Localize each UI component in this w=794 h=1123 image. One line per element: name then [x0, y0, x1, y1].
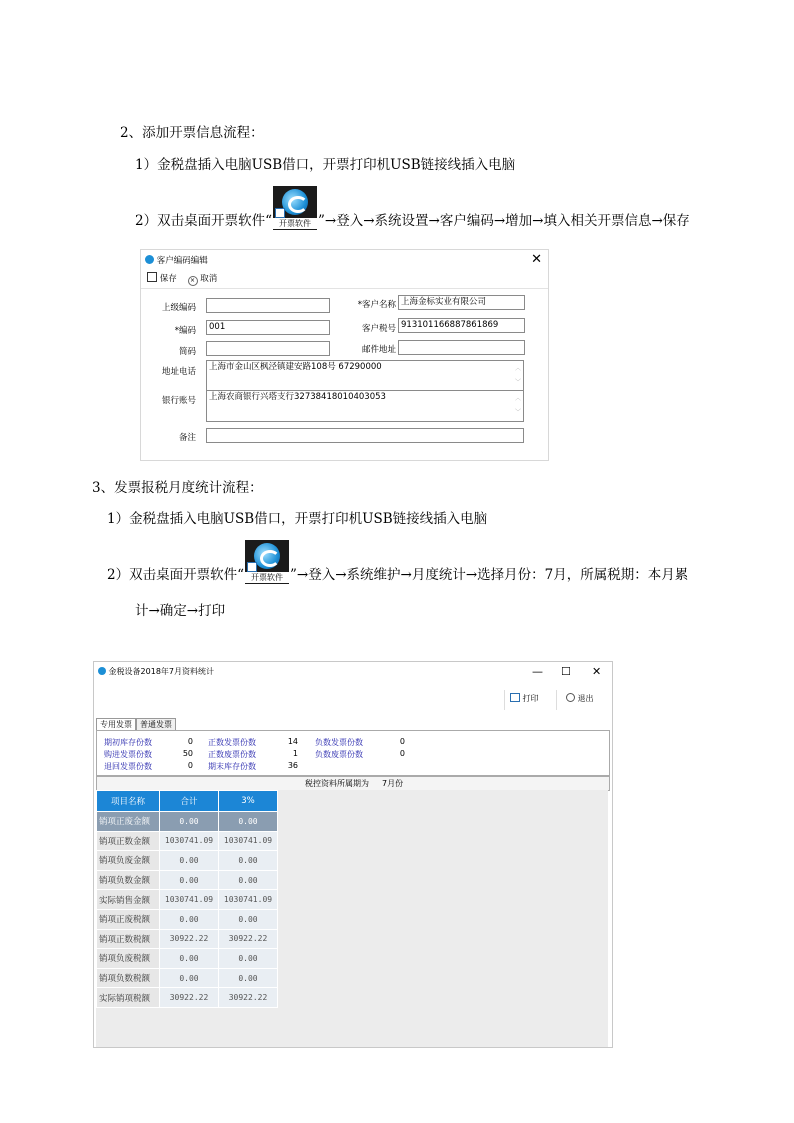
- section3-step2-suffix: ”→登入→系统维护→月度统计→选择月份：7月，所属税期：本月累: [290, 567, 689, 583]
- tab-special-invoice[interactable]: 专用发票: [96, 718, 136, 731]
- remark-label: 备注: [178, 433, 196, 443]
- header-item-name[interactable]: 项目名称: [97, 791, 160, 812]
- print-label: 打印: [522, 694, 539, 703]
- returned-label: 退回发票份数: [104, 762, 152, 771]
- save-icon: [147, 272, 157, 282]
- parent-code-label: 上级编码: [161, 303, 196, 313]
- email-field[interactable]: [398, 340, 525, 355]
- printer-icon: [510, 693, 520, 702]
- minimize-icon[interactable]: —: [532, 665, 543, 678]
- row-total: 1030741.09: [160, 831, 219, 851]
- tax-period-value: 7月份: [382, 779, 404, 788]
- row-name: 销项负数税额: [97, 968, 160, 988]
- row-total: 1030741.09: [160, 890, 219, 910]
- row-rate-3pct: 0.00: [219, 870, 278, 890]
- row-name: 销项正废金额: [97, 812, 160, 832]
- closing-stock-label: 期末库存份数: [208, 762, 256, 771]
- close-icon[interactable]: ✕: [531, 252, 542, 267]
- row-total: 0.00: [160, 870, 219, 890]
- maximize-icon[interactable]: ☐: [561, 665, 571, 678]
- row-rate-3pct: 0.00: [219, 812, 278, 832]
- negative-void-label: 负数废票份数: [315, 750, 363, 759]
- tax-number-label: 客户税号: [361, 324, 396, 334]
- negative-void-value: 0: [399, 749, 405, 758]
- table-row[interactable]: [97, 812, 278, 832]
- row-name: 销项正数金额: [97, 831, 160, 851]
- exit-label: 退出: [577, 694, 594, 703]
- save-label: 保存: [159, 274, 177, 284]
- row-total: 0.00: [160, 909, 219, 929]
- scrollbar[interactable]: ︿ ﹀: [514, 395, 521, 416]
- purchased-label: 购进发票份数: [104, 750, 152, 759]
- row-name: 实际销售金额: [97, 890, 160, 910]
- table-row[interactable]: [97, 890, 278, 910]
- window-title-text: 金税设备2018年7月资料统计: [108, 667, 214, 676]
- normal-void-label: 正数废票份数: [208, 750, 256, 759]
- table-row[interactable]: [97, 988, 278, 1008]
- section3-heading: 3、发票报税月度统计流程：: [92, 480, 263, 496]
- section3-step1: 1）金税盘插入电脑USB借口，开票打印机USB链接线插入电脑: [107, 511, 488, 527]
- normal-issued-value: 14: [287, 737, 298, 746]
- cancel-button[interactable]: [188, 274, 218, 284]
- section3-step2: [107, 540, 688, 586]
- icon-caption: 开票软件: [245, 572, 289, 583]
- parent-code-field[interactable]: [206, 298, 330, 313]
- row-name: 销项负废金额: [97, 851, 160, 871]
- icon-caption: 开票软件: [273, 218, 317, 229]
- short-code-label: 简码: [178, 347, 196, 357]
- tax-number-field[interactable]: 913101166887861869: [398, 318, 525, 333]
- customer-name-label: *客户名称: [357, 300, 396, 310]
- short-code-field[interactable]: [206, 341, 330, 356]
- statistics-table: [96, 790, 278, 1008]
- cancel-label: 取消: [200, 274, 218, 284]
- print-button[interactable]: [510, 693, 539, 705]
- header-total[interactable]: 合计: [160, 791, 219, 812]
- normal-issued-label: 正数发票份数: [208, 738, 256, 747]
- section2-step1: 1）金税盘插入电脑USB借口，开票打印机USB链接线插入电脑: [135, 157, 516, 173]
- row-rate-3pct: 0.00: [219, 909, 278, 929]
- save-button[interactable]: [147, 274, 177, 284]
- customer-name-field[interactable]: 上海金标实业有限公司: [398, 295, 525, 310]
- address-phone-field[interactable]: [206, 360, 524, 392]
- app-logo-icon: [145, 255, 154, 264]
- table-row[interactable]: [97, 949, 278, 969]
- table-row[interactable]: [97, 870, 278, 890]
- closing-stock-value: 36: [287, 761, 298, 770]
- row-rate-3pct: 0.00: [219, 968, 278, 988]
- negative-issued-value: 0: [399, 737, 405, 746]
- row-rate-3pct: 1030741.09: [219, 831, 278, 851]
- purchased-value: 50: [182, 749, 193, 758]
- section2-step2-prefix: 2）双击桌面开票软件“: [135, 213, 272, 229]
- table-row[interactable]: [97, 929, 278, 949]
- row-rate-3pct: 30922.22: [219, 929, 278, 949]
- bank-account-label: 银行账号: [161, 396, 196, 406]
- row-rate-3pct: 0.00: [219, 949, 278, 969]
- bank-account-field[interactable]: [206, 390, 524, 422]
- table-row[interactable]: [97, 909, 278, 929]
- row-rate-3pct: 1030741.09: [219, 890, 278, 910]
- scrollbar[interactable]: ︿ ﹀: [514, 365, 521, 386]
- address-phone-value: 上海市金山区枫泾镇建安路108号 67290000: [209, 362, 382, 372]
- tax-period-label: 税控资料所属期为: [305, 779, 369, 788]
- invoicing-software-icon[interactable]: [245, 540, 289, 584]
- row-rate-3pct: 30922.22: [219, 988, 278, 1008]
- code-label: *编码: [174, 326, 196, 336]
- section2-step2-suffix: ”→登入→系统设置→客户编码→增加→填入相关开票信息→保存: [318, 213, 690, 229]
- bank-account-value: 上海农商银行兴塔支行32738418010403053: [209, 392, 386, 402]
- row-total: 30922.22: [160, 988, 219, 1008]
- section3-step2-prefix: 2）双击桌面开票软件“: [107, 567, 244, 583]
- returned-value: 0: [187, 761, 193, 770]
- customer-code-dialog: [140, 249, 549, 461]
- row-total: 30922.22: [160, 929, 219, 949]
- row-name: 销项负数金额: [97, 870, 160, 890]
- section2-step2: [135, 186, 690, 232]
- app-logo-icon: [98, 667, 106, 675]
- window-title: [98, 666, 214, 678]
- row-total: 0.00: [160, 968, 219, 988]
- table-row[interactable]: [97, 831, 278, 851]
- dialog-title: [145, 254, 208, 268]
- row-total: 0.00: [160, 812, 219, 832]
- table-header-row: [97, 791, 278, 812]
- section2-heading: 2、添加开票信息流程：: [120, 125, 264, 141]
- close-icon[interactable]: ✕: [592, 665, 602, 678]
- tab-normal-invoice[interactable]: 普通发票: [136, 718, 176, 731]
- row-name: 实际销项税额: [97, 988, 160, 1008]
- opening-stock-label: 期初库存份数: [104, 738, 152, 747]
- invoicing-software-icon[interactable]: [273, 186, 317, 230]
- row-total: 0.00: [160, 851, 219, 871]
- summary-panel: [96, 730, 610, 776]
- address-phone-label: 地址电话: [161, 367, 196, 377]
- email-label: 邮件地址: [361, 345, 396, 355]
- dialog-toolbar: [147, 272, 217, 286]
- cancel-icon: ×: [188, 276, 198, 286]
- row-name: 销项正废税额: [97, 909, 160, 929]
- row-name: 销项负废税额: [97, 949, 160, 969]
- table-row[interactable]: [97, 851, 278, 871]
- row-name: 销项正数税额: [97, 929, 160, 949]
- section3-step2-continued: 计→确定→打印: [135, 603, 226, 619]
- exit-button[interactable]: [566, 693, 594, 705]
- power-icon: [566, 693, 575, 702]
- row-rate-3pct: 0.00: [219, 851, 278, 871]
- header-rate-3pct[interactable]: 3%: [219, 791, 278, 812]
- negative-issued-label: 负数发票份数: [315, 738, 363, 747]
- tax-period-bar: [96, 776, 610, 791]
- monthly-statistics-window: [93, 661, 613, 1048]
- row-total: 0.00: [160, 949, 219, 969]
- dialog-title-text: 客户编码编辑: [156, 256, 208, 266]
- table-row[interactable]: [97, 968, 278, 988]
- remark-field[interactable]: [206, 428, 524, 443]
- opening-stock-value: 0: [187, 737, 193, 746]
- normal-void-value: 1: [292, 749, 298, 758]
- code-field[interactable]: 001: [206, 320, 330, 335]
